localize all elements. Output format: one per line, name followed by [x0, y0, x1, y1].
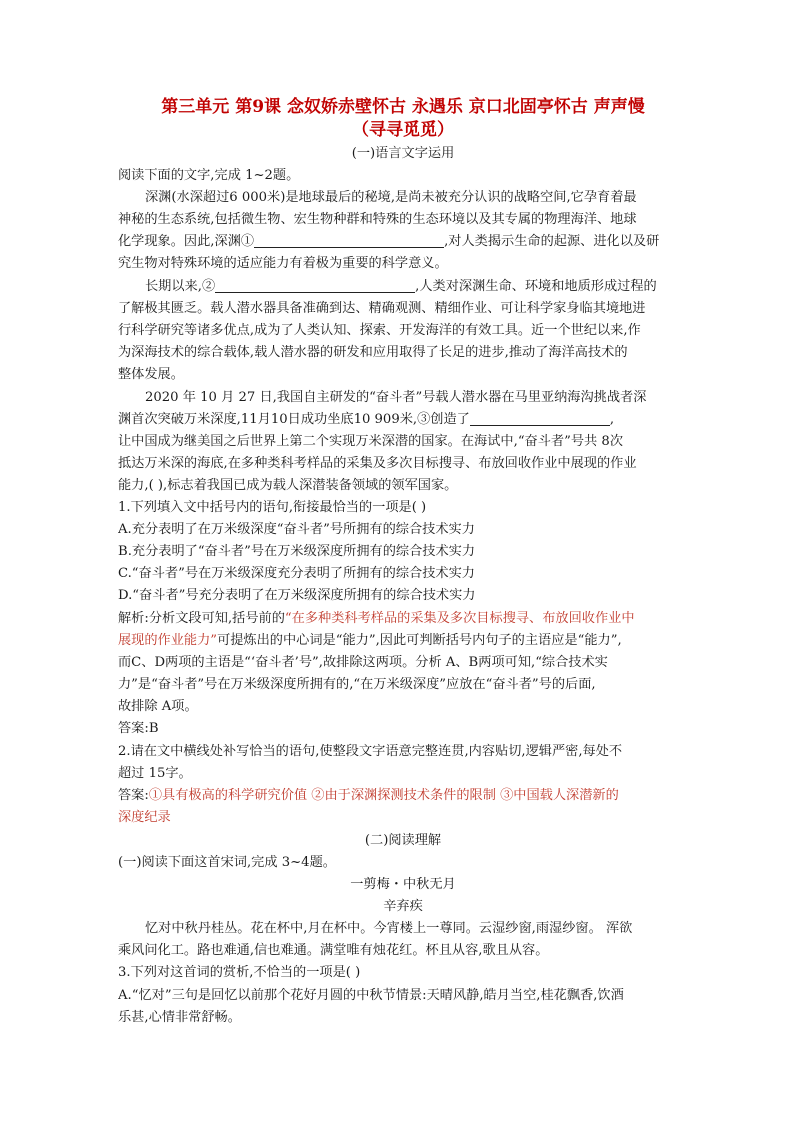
question-3-stem: 3.下列对这首词的赏析,不恰当的一项是( )	[118, 965, 361, 980]
question-2-answer-line2: 深度纪录	[118, 810, 171, 825]
poem-title: 一剪梅・中秋无月	[350, 877, 456, 892]
question-1-explanation-line1: 解析:分析文段可知,括号前的“在多种类科考样品的采集及多次目标搜寻、布放回收作业中	[118, 611, 635, 626]
question-1-option-b[interactable]: B.充分表明了“奋斗者”号在万米级深度所拥有的综合技术实力	[118, 544, 476, 559]
reading-instruction: 阅读下面的文字,完成 1~2题。	[118, 168, 300, 183]
passage-p1-line1: 深渊(水深超过6 000米)是地球最后的秘境,是尚未被充分认识的战略空间,它孕育着最	[145, 190, 637, 205]
poem-author: 辛弃疾	[383, 899, 423, 914]
passage-p3-line2: 渊首次突破万米深度,11月10日成功坐底10 909米,③创造了 ,	[118, 412, 615, 427]
passage-p2-line4: 为深海技术的综合载体,载人潜水器的研发和应用取得了长足的进步,推动了海洋高技术的	[118, 345, 628, 360]
question-2-stem-line1: 2.请在文中横线处补写恰当的语句,使整段文字语意完整连贯,内容贴切,逻辑严密,每处不	[118, 744, 623, 759]
passage-p2-line5: 整体发展。	[118, 367, 184, 382]
fill-blank-1[interactable]	[254, 232, 444, 248]
question-3-option-a-line1[interactable]: A.“忆对”三句是回忆以前那个花好月圆的中秋节情景:天晴风静,皓月当空,桂花飘香,饮酒	[118, 988, 624, 1003]
question-1-stem: 1.下列填入文中括号内的语句,衔接最恰当的一项是( )	[118, 500, 427, 515]
document-title-subline: （寻寻觅觅）	[352, 120, 454, 140]
poem-instruction: (一)阅读下面这首宋词,完成 3~4题。	[118, 855, 336, 870]
question-1-explanation-line2: 展现的作业能力”可提炼出的中心词是“能力”,因此可判断括号内句子的主语应是“能力”,	[118, 633, 622, 648]
question-1-option-a[interactable]: A.充分表明了在万米级深度“奋斗者”号所拥有的综合技术实力	[118, 522, 475, 537]
question-1-answer: 答案:B	[118, 721, 159, 736]
section-heading-reading: (二)阅读理解	[364, 833, 442, 848]
section-heading-language: (一)语言文字运用	[351, 146, 455, 161]
passage-p3-line5: 能力,( ),标志着我国已成为载人深潜装备领域的领军国家。	[118, 478, 458, 493]
passage-p3-line1: 2020 年 10 月 27 日,我国自主研发的“奋斗者”号载人潜水器在马里亚纳海沟挑战者深	[145, 390, 647, 405]
passage-p1-line2: 神秘的生态系统,包括微生物、宏生物种群和特殊的生态环境以及其专属的物理海洋、地球	[118, 212, 637, 227]
question-1-option-c[interactable]: C.“奋斗者”号在万米级深度充分表明了所拥有的综合技术实力	[118, 566, 475, 581]
fill-blank-3[interactable]	[470, 410, 610, 426]
fill-blank-2[interactable]	[215, 277, 415, 293]
passage-p2-line3: 行科学研究等诸多优点,成为了人类认知、探索、开发海洋的有效工具。近一个世纪以来,作	[118, 323, 641, 338]
poem-line-2: 乘风问化工。路也难通,信也难通。满堂唯有烛花红。杯且从容,歌且从容。	[118, 943, 549, 958]
question-1-explanation-line3: 而C、D两项的主语是“‘奋斗者’号”,故排除这两项。分析 A、B两项可知,“综合技术实	[118, 655, 608, 670]
passage-p1-line3: 化学现象。因此,深渊① ,对人类揭示生命的起源、进化以及研	[118, 234, 660, 249]
passage-p1-line4: 究生物对特殊环境的适应能力有着极为重要的科学意义。	[118, 256, 448, 271]
question-2-answer-line1: 答案:①具有极高的科学研究价值 ②由于深渊探测技术条件的限制 ③中国载人深潜新的	[118, 788, 619, 803]
question-1-explanation-line5: 故排除 A项。	[118, 699, 198, 714]
question-1-explanation-line4: 力”是“奋斗者”号在万米级深度所拥有的,“在万米级深度”应放在“奋斗者”号的后面,	[118, 677, 596, 692]
passage-p2-line2: 了解极其匮乏。载人潜水器具备准确到达、精确观测、精细作业、可让科学家身临其境地进	[118, 301, 646, 316]
question-3-option-a-line2[interactable]: 乐甚,心情非常舒畅。	[118, 1010, 241, 1025]
passage-p2-line1: 长期以来,② ,人类对深渊生命、环境和地质形成过程的	[145, 279, 657, 294]
passage-p3-line3: 让中国成为继美国之后世界上第二个实现万米深潜的国家。在海试中,“奋斗者”号共 8次	[118, 434, 624, 449]
document-title: 第三单元 第9课 念奴娇赤壁怀古 永遇乐 京口北固亭怀古 声声慢	[161, 97, 645, 117]
passage-p3-line4: 抵达万米深的海底,在多种类科考样品的采集及多次目标搜寻、布放回收作业中展现的作业	[118, 456, 637, 471]
poem-line-1: 忆对中秋丹桂丛。花在杯中,月在杯中。今宵楼上一尊同。云湿纱窗,雨湿纱窗。 浑欲	[145, 921, 633, 936]
question-1-option-d[interactable]: D.“奋斗者”号充分表明了在万米级深度所拥有的综合技术实力	[118, 588, 476, 603]
question-2-stem-line2: 超过 15字。	[118, 766, 192, 781]
